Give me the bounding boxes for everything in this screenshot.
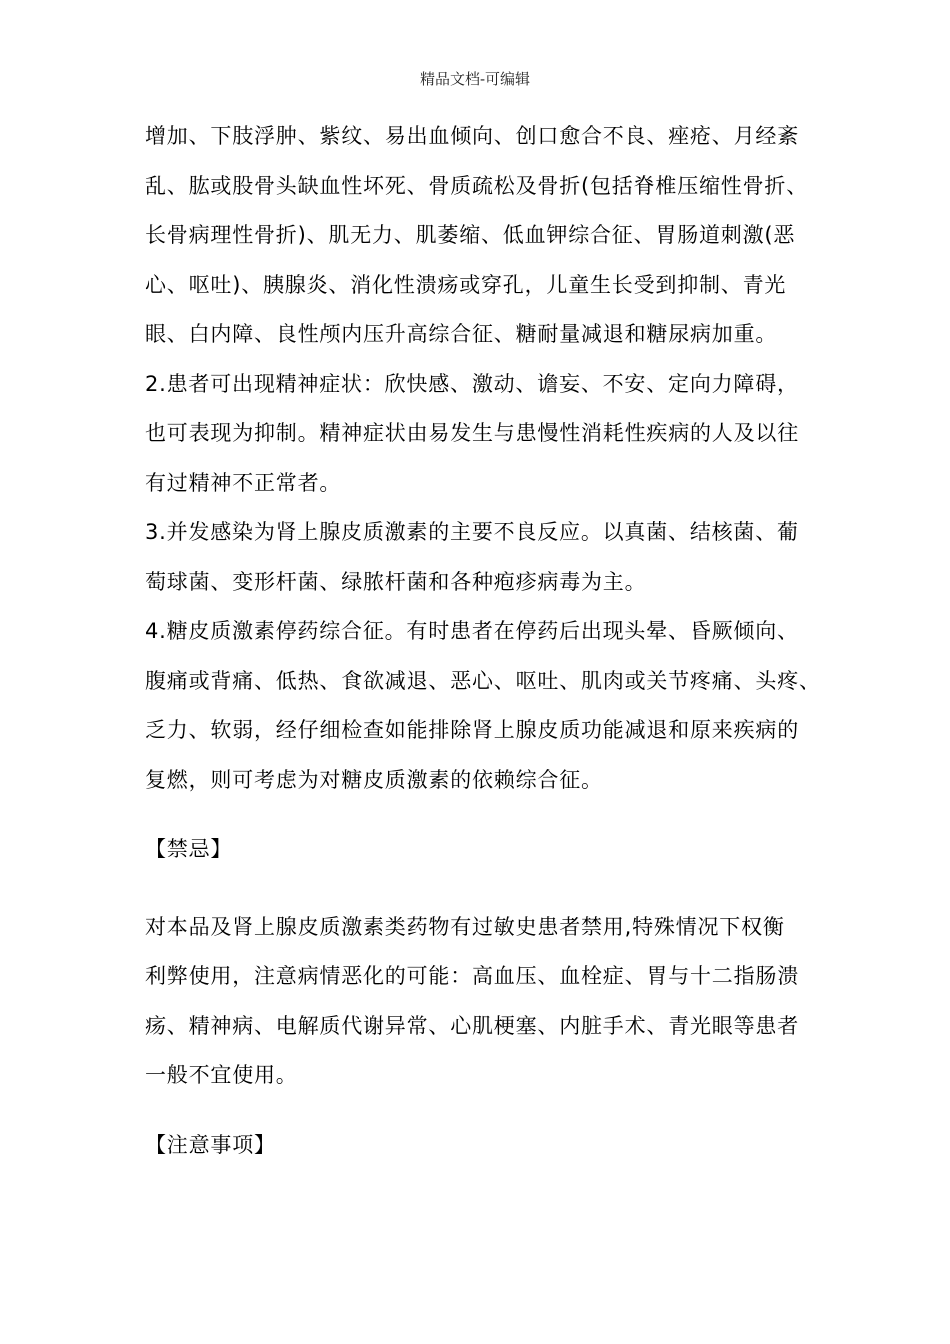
text-line: 3.并发感染为肾上腺皮质激素的主要不良反应。以真菌、结核菌、葡: [145, 520, 799, 544]
contraindications-paragraph: [145, 903, 815, 1101]
text-line: 乱、肱或股骨头缺血性坏死、骨质疏松及骨折(包括脊椎压缩性骨折、: [145, 173, 808, 198]
item-3-paragraph: [145, 508, 815, 607]
text-line: 增加、下肢浮肿、紫纹、易出血倾向、创口愈合不良、痤疮、月经紊: [145, 124, 799, 148]
text-line: 也可表现为抑制。精神症状由易发生与患慢性消耗性疾病的人及以往: [145, 421, 799, 445]
page-header: 精品文档-可编辑: [419, 70, 531, 88]
precautions-heading: 【注意事项】: [145, 1132, 276, 1157]
text-line: 复燃，则可考虑为对糖皮质激素的依赖综合征。: [145, 767, 603, 792]
text-line: 一般不宜使用。: [145, 1063, 298, 1087]
document-body: [145, 112, 821, 1170]
text-line: 4.糖皮质激素停药综合征。有时患者在停药后出现头晕、昏厥倾向、: [145, 619, 799, 643]
item-2-paragraph: [145, 360, 815, 509]
contraindications-heading: 【禁忌】: [145, 837, 233, 861]
side-effects-continued-paragraph: [145, 112, 815, 360]
text-line: 长骨病理性骨折)、肌无力、肌萎缩、低血钾综合征、胃肠道刺激(恶: [145, 223, 796, 247]
text-line: 萄球菌、变形杆菌、绿脓杆菌和各种疱疹病毒为主。: [145, 569, 647, 594]
text-line: 利弊使用，注意病情恶化的可能：高血压、血栓症、胃与十二指肠溃: [145, 964, 799, 988]
text-line: 乏力、软弱，经仔细检查如能排除肾上腺皮质功能减退和原来疾病的: [145, 718, 799, 742]
text-line: 心、呕吐)、胰腺炎、消化性溃疡或穿孔，儿童生长受到抑制、青光: [145, 272, 787, 297]
text-line: 疡、精神病、电解质代谢异常、心肌梗塞、内脏手术、青光眼等患者: [145, 1013, 799, 1038]
text-line: 眼、白内障、良性颅内压升高综合征、糖耐量减退和糖尿病加重。: [145, 322, 778, 346]
text-line: 对本品及肾上腺皮质激素类药物有过敏史患者禁用,特殊情况下权衡: [145, 914, 785, 939]
text-line: 有过精神不正常者。: [145, 470, 342, 495]
item-4-paragraph: [145, 607, 821, 805]
text-line: 2.患者可出现精神症状：欣快感、激动、谵妄、不安、定向力障碍，: [145, 371, 799, 396]
text-line: 腹痛或背痛、低热、食欲减退、恶心、呕吐、肌肉或关节疼痛、头疼、: [145, 668, 821, 693]
